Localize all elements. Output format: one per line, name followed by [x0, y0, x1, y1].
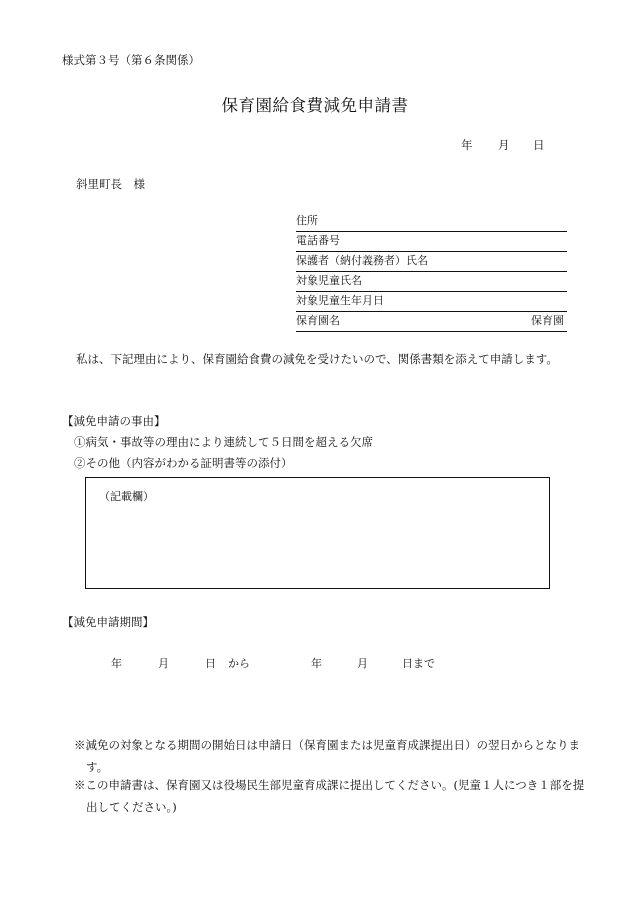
start-month-label: 月	[158, 657, 169, 670]
field-address[interactable]	[296, 213, 567, 232]
note-1: ※減免の対象となる期間の開始日は申請日（保育園または児童育成課提出日）の翌日からとなります。	[74, 738, 580, 774]
field-guardian-name[interactable]	[296, 253, 567, 272]
start-day-label: 日	[205, 657, 216, 670]
field-label: 保護者（納付義務者）氏名	[296, 254, 428, 267]
form-number: 様式第３号（第６条関係）	[62, 53, 200, 67]
field-label: 対象児童生年月日	[296, 294, 384, 307]
description-box[interactable]	[85, 477, 550, 589]
page-title: 保育園給食費減免申請書	[221, 96, 409, 115]
start-year-label: 年	[111, 657, 122, 670]
field-label: 対象児童氏名	[296, 274, 362, 287]
field-child-name[interactable]	[296, 273, 567, 292]
reason-item-2: ②その他（内容がわかる証明書等の添付）	[74, 456, 293, 470]
period-from-label: から	[228, 657, 250, 670]
addressee: 斜里町長 様	[76, 177, 145, 191]
reason-item-1: ①病気・事故等の理由により連続して５日間を超える欠席	[74, 435, 373, 449]
reason-heading: 【減免申請の事由】	[62, 414, 166, 428]
end-day-label: 日まで	[402, 657, 435, 670]
note-2: ※この申請書は、保育園又は役場民生部児童育成課に提出してください。(児童１人につき１部を提出してください。)	[74, 778, 585, 814]
field-nursery-name[interactable]	[296, 313, 567, 332]
date-month-label: 月	[498, 138, 510, 152]
end-month-label: 月	[357, 657, 368, 670]
field-label: 保育園名	[296, 314, 340, 327]
request-text: 私は、下記理由により、保育園給食費の減免を受けたいので、関係書類を添えて申請します。	[76, 352, 558, 366]
field-label: 住所	[296, 214, 318, 227]
field-phone[interactable]	[296, 233, 567, 252]
end-year-label: 年	[311, 657, 322, 670]
field-suffix: 保育園	[531, 314, 564, 327]
date-day-label: 日	[533, 138, 545, 152]
description-box-label: （記載欄）	[99, 490, 154, 503]
field-child-birthdate[interactable]	[296, 293, 567, 312]
date-year-label: 年	[461, 138, 473, 152]
period-heading: 【減免申請期間】	[62, 615, 154, 629]
field-label: 電話番号	[296, 234, 340, 247]
